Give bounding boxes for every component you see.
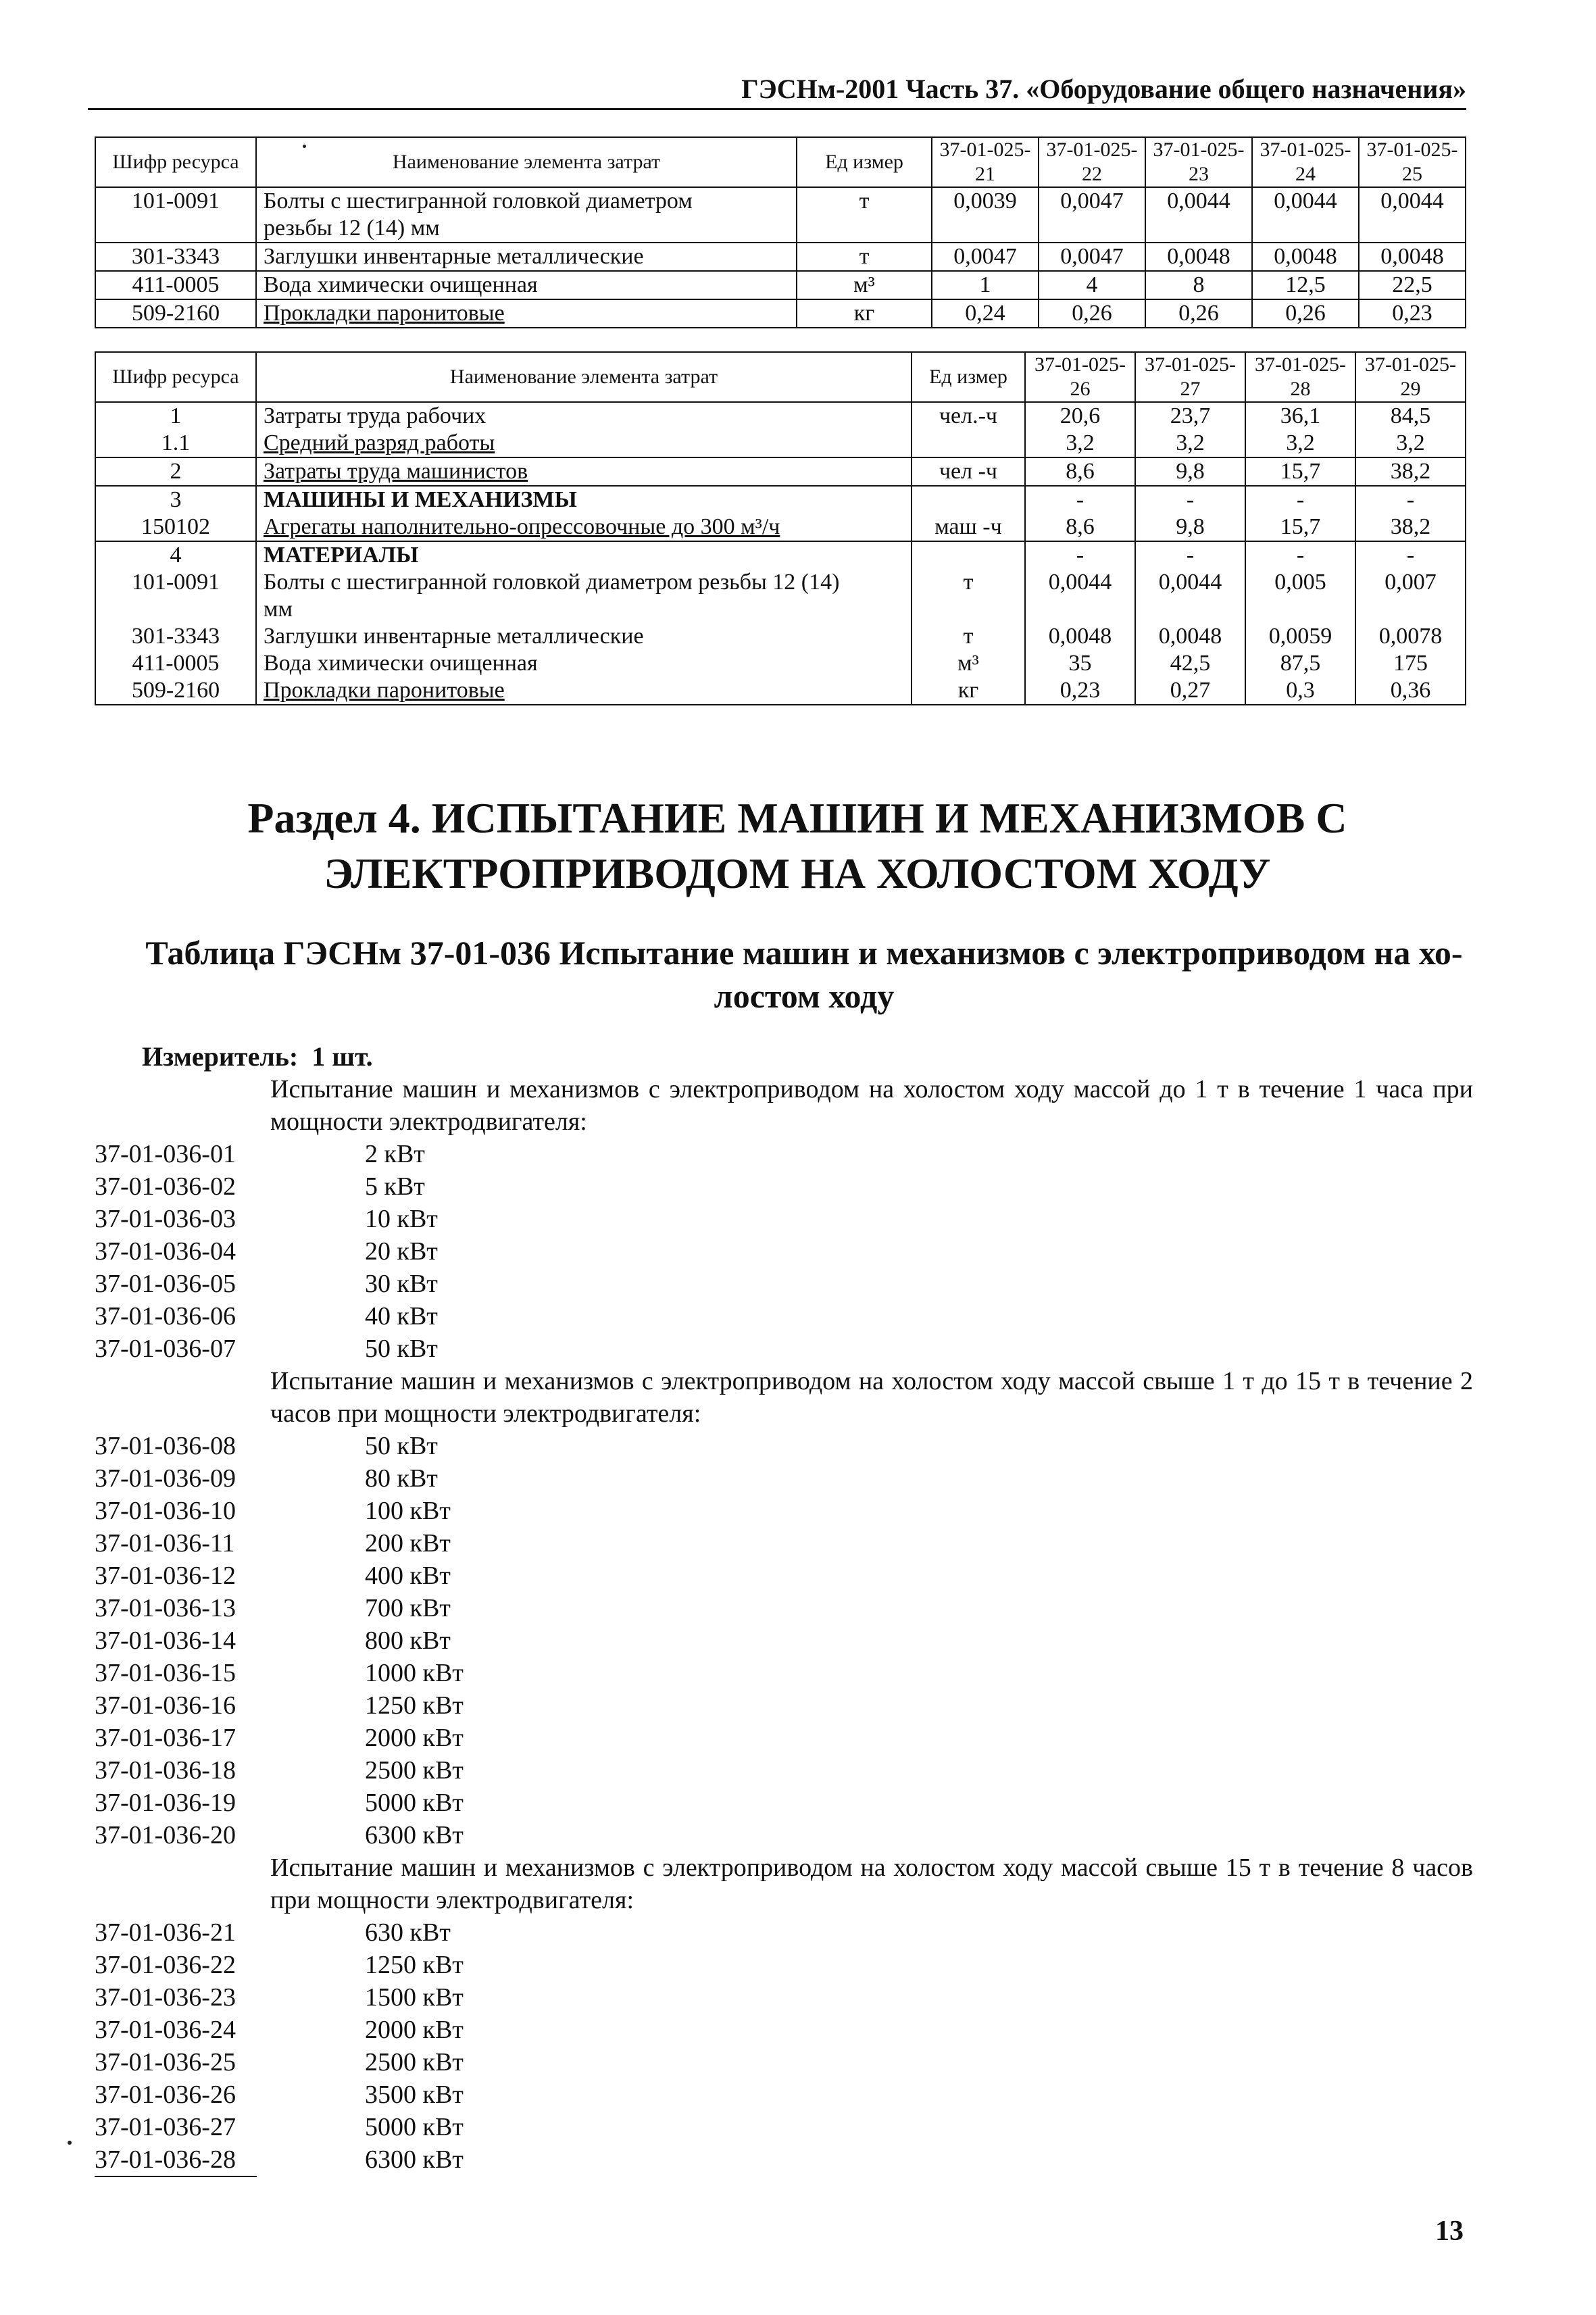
- table-cell: 0,23: [1359, 299, 1466, 328]
- table-cell: м³: [797, 271, 932, 299]
- entry-value: 5000 кВт: [365, 2113, 464, 2141]
- table-cell: 0,0048: [1145, 243, 1252, 271]
- norm-entry: [95, 1624, 1473, 1657]
- table-cell: Средний разряд работы: [256, 430, 912, 457]
- table-cell: 3: [95, 486, 256, 514]
- table-cell: 0,0039: [932, 187, 1039, 215]
- table-cell: [1039, 215, 1145, 243]
- header-code: Шифр ресурса: [95, 137, 256, 187]
- table-cell: 35: [1025, 650, 1135, 677]
- table-row: [95, 187, 1466, 215]
- entry-code: 37-01-036-09: [95, 1464, 236, 1493]
- table-cell: 20,6: [1025, 402, 1135, 430]
- entry-value: 1500 кВт: [365, 1983, 464, 2012]
- header-unit: Ед измер: [797, 137, 932, 187]
- entry-code: 37-01-036-03: [95, 1205, 236, 1233]
- measure-label: Измеритель:: [142, 1041, 299, 1072]
- table-cell: т: [912, 623, 1025, 650]
- header-col: 37-01-025-25: [1359, 137, 1466, 187]
- table-cell: 301-3343: [95, 623, 256, 650]
- header-col: 37-01-025-22: [1039, 137, 1145, 187]
- table-cell: 0,26: [1039, 299, 1145, 328]
- entry-value: 30 кВт: [365, 1270, 438, 1298]
- norm-entry: [95, 2111, 1473, 2143]
- table-cell: Вода химически очищенная: [256, 271, 797, 299]
- header-unit: Ед измер: [912, 352, 1025, 402]
- entry-code: 37-01-036-18: [95, 1756, 236, 1785]
- entry-value: 400 кВт: [365, 1562, 451, 1590]
- table-cell: 38,2: [1355, 457, 1466, 486]
- speck: [68, 2141, 72, 2145]
- table-cell: 3,2: [1135, 430, 1245, 457]
- entry-value: 10 кВт: [365, 1205, 438, 1233]
- header-col: 37-01-025-24: [1252, 137, 1359, 187]
- table-cell: МАТЕРИАЛЫ: [256, 541, 912, 569]
- table-cell: 8: [1145, 271, 1252, 299]
- table-cell: МАШИНЫ И МЕХАНИЗМЫ: [256, 486, 912, 514]
- table-cell: 1.1: [95, 430, 256, 457]
- table-cell: -: [1355, 486, 1466, 514]
- norm-entry: [95, 1819, 1473, 1851]
- norm-entry: [95, 2078, 1473, 2111]
- table-row: [95, 650, 1466, 677]
- table-cell: 1: [95, 402, 256, 430]
- header-col: 37-01-025-27: [1135, 352, 1245, 402]
- table-cell: 0,36: [1355, 677, 1466, 705]
- table-row: [95, 215, 1466, 243]
- table-cell: 0,0044: [1135, 569, 1245, 596]
- table-cell: 0,0044: [1025, 569, 1135, 596]
- table-cell: кг: [797, 299, 932, 328]
- table-row: [95, 514, 1466, 541]
- norm-entry: [95, 1203, 1473, 1235]
- table-cell: 0,005: [1245, 569, 1355, 596]
- table-cell: 3,2: [1245, 430, 1355, 457]
- norm-entry: [95, 2143, 1473, 2176]
- table-cell: 0,0044: [1252, 187, 1359, 215]
- entry-code: 37-01-036-23: [95, 1983, 236, 2012]
- table-cell: 0,27: [1135, 677, 1245, 705]
- norm-entry: [95, 2046, 1473, 2078]
- table-cell: [912, 430, 1025, 457]
- table-title-line: лостом ходу: [714, 977, 895, 1015]
- entry-value: 2500 кВт: [365, 2048, 464, 2076]
- table-cell: Прокладки паронитовые: [256, 677, 912, 705]
- table-cell: т: [912, 569, 1025, 596]
- table-cell: т: [797, 243, 932, 271]
- table-header-row: [95, 352, 1466, 402]
- header-code: Шифр ресурса: [95, 352, 256, 402]
- table-cell: маш -ч: [912, 514, 1025, 541]
- table-cell: -: [1135, 541, 1245, 569]
- table-cell: 12,5: [1252, 271, 1359, 299]
- norm-entry: [95, 2014, 1473, 2046]
- table-cell: 4: [95, 541, 256, 569]
- table-cell: 2: [95, 457, 256, 486]
- entry-code: 37-01-036-16: [95, 1691, 236, 1720]
- entry-code: 37-01-036-10: [95, 1497, 236, 1525]
- entry-code: 37-01-036-26: [95, 2081, 236, 2109]
- norm-entry: [95, 1560, 1473, 1592]
- norm-entry: [95, 1787, 1473, 1819]
- table-cell: 0,0044: [1145, 187, 1252, 215]
- table-cell: 0,0047: [1039, 187, 1145, 215]
- table-cell: [1025, 596, 1135, 623]
- norm-entry: [95, 1689, 1473, 1722]
- table-cell: 0,23: [1025, 677, 1135, 705]
- group-description: Испытание машин и механизмов с электроприводом на холостом ходу массой свыше 1 т до 15 т в течение 2 часов при мощности электродвигателя:: [270, 1367, 1473, 1428]
- entry-value: 20 кВт: [365, 1237, 438, 1266]
- table-cell: Затраты труда рабочих: [256, 402, 912, 430]
- table-cell: 15,7: [1245, 514, 1355, 541]
- table-row: [95, 541, 1466, 569]
- norm-entry: [95, 1170, 1473, 1203]
- table-cell: 38,2: [1355, 514, 1466, 541]
- table-cell: 0,26: [1252, 299, 1359, 328]
- table-cell: 0,0047: [932, 243, 1039, 271]
- entry-code: 37-01-036-04: [95, 1237, 236, 1266]
- table-cell: [1355, 596, 1466, 623]
- table-cell: Болты с шестигранной головкой диаметром: [256, 187, 797, 215]
- table-cell: 101-0091: [95, 569, 256, 596]
- entry-value: 5000 кВт: [365, 1789, 464, 1817]
- norm-entry: [95, 1333, 1473, 1365]
- entry-value: 3500 кВт: [365, 2081, 464, 2109]
- table-cell: [797, 215, 932, 243]
- table-cell: [912, 486, 1025, 514]
- section-title-line: Раздел 4. ИСПЫТАНИЕ МАШИН И МЕХАНИЗМОВ С: [247, 794, 1347, 842]
- entry-value: 6300 кВт: [365, 2145, 464, 2174]
- table-cell: 411-0005: [95, 650, 256, 677]
- table-row: [95, 430, 1466, 457]
- table-cell: 22,5: [1359, 271, 1466, 299]
- table-cell: 1: [932, 271, 1039, 299]
- table-cell: 101-0091: [95, 187, 256, 215]
- table-cell: [1145, 215, 1252, 243]
- table-row: [95, 596, 1466, 623]
- table-cell: 0,0044: [1359, 187, 1466, 215]
- table-cell: 0,007: [1355, 569, 1466, 596]
- entry-code: 37-01-036-13: [95, 1594, 236, 1622]
- entry-code: 37-01-036-28: [95, 2145, 236, 2174]
- table-cell: -: [1025, 486, 1135, 514]
- table-cell: 0,0059: [1245, 623, 1355, 650]
- norm-entry: [95, 1268, 1473, 1300]
- entry-value: 6300 кВт: [365, 1821, 464, 1849]
- table-row: [95, 677, 1466, 705]
- table-cell: [95, 596, 256, 623]
- table-row: [95, 271, 1466, 299]
- entry-code: 37-01-036-08: [95, 1432, 236, 1460]
- norm-entry: [95, 1462, 1473, 1495]
- table-cell: -: [1025, 541, 1135, 569]
- norm-entry: [95, 1430, 1473, 1462]
- entry-code: 37-01-036-20: [95, 1821, 236, 1849]
- entry-value: 80 кВт: [365, 1464, 438, 1493]
- table-cell: 509-2160: [95, 677, 256, 705]
- entry-code: 37-01-036-05: [95, 1270, 236, 1298]
- entry-code: 37-01-036-07: [95, 1335, 236, 1363]
- header-col: 37-01-025-23: [1145, 137, 1252, 187]
- entry-code: 37-01-036-25: [95, 2048, 236, 2076]
- table-cell: 411-0005: [95, 271, 256, 299]
- entry-value: 630 кВт: [365, 1918, 451, 1947]
- table-cell: Заглушки инвентарные металлические: [256, 243, 797, 271]
- entry-value: 200 кВт: [365, 1529, 451, 1558]
- group-description: Испытание машин и механизмов с электроприводом на холостом ходу массой свыше 15 т в течение 8 часов при мощности электродвигателя:: [270, 1853, 1473, 1914]
- table-cell: Заглушки инвентарные металлические: [256, 623, 912, 650]
- entry-value: 40 кВт: [365, 1302, 438, 1330]
- entry-value: 1250 кВт: [365, 1691, 464, 1720]
- table-cell: Затраты труда машинистов: [256, 457, 912, 486]
- header-col: 37-01-025-26: [1025, 352, 1135, 402]
- table-row: [95, 457, 1466, 486]
- table-cell: м³: [912, 650, 1025, 677]
- entry-code: 37-01-036-14: [95, 1626, 236, 1655]
- table-cell: [1245, 596, 1355, 623]
- table-cell: -: [1355, 541, 1466, 569]
- table-cell: 8,6: [1025, 457, 1135, 486]
- norm-entry: [95, 1949, 1473, 1981]
- measure-line: [135, 1041, 373, 1072]
- table-row: [95, 243, 1466, 271]
- table-cell: 175: [1355, 650, 1466, 677]
- table-cell: чел -ч: [912, 457, 1025, 486]
- norm-entry: [95, 1657, 1473, 1689]
- table-row: [95, 402, 1466, 430]
- table-cell: Вода химически очищенная: [256, 650, 912, 677]
- norm-entry: [95, 1981, 1473, 2014]
- table-cell: резьбы 12 (14) мм: [256, 215, 797, 243]
- resource-table-2: [95, 351, 1466, 705]
- entry-value: 5 кВт: [365, 1172, 425, 1201]
- header-col: 37-01-025-28: [1245, 352, 1355, 402]
- running-header: ГЭСНм-2001 Часть 37. «Оборудование общего назначения»: [741, 74, 1466, 104]
- header-rule: [88, 108, 1466, 110]
- section-title-line: ЭЛЕКТРОПРИВОДОМ НА ХОЛОСТОМ ХОДУ: [324, 849, 1271, 897]
- entry-value: 50 кВт: [365, 1432, 438, 1460]
- header-name: Наименование элемента затрат: [256, 352, 912, 402]
- header-col: 37-01-025-21: [932, 137, 1039, 187]
- end-rule: [95, 2176, 257, 2177]
- entry-value: 2 кВт: [365, 1140, 425, 1168]
- entry-value: 1250 кВт: [365, 1951, 464, 1979]
- group-description: Испытание машин и механизмов с электроприводом на холостом ходу массой до 1 т в течение 1 часа при мощности электродвигателя:: [270, 1075, 1473, 1136]
- table-cell: [912, 596, 1025, 623]
- entry-code: 37-01-036-22: [95, 1951, 236, 1979]
- norm-entry: [95, 1138, 1473, 1170]
- norm-entry: [95, 1235, 1473, 1268]
- entry-code: 37-01-036-15: [95, 1659, 236, 1687]
- entry-code: 37-01-036-02: [95, 1172, 236, 1201]
- entry-code: 37-01-036-17: [95, 1724, 236, 1752]
- entry-value: 2000 кВт: [365, 1724, 464, 1752]
- table-cell: 15,7: [1245, 457, 1355, 486]
- norm-entry: [95, 1592, 1473, 1624]
- table-cell: -: [1245, 541, 1355, 569]
- table-cell: кг: [912, 677, 1025, 705]
- norm-entry: [95, 1754, 1473, 1787]
- table-cell: 301-3343: [95, 243, 256, 271]
- table-cell: мм: [256, 596, 912, 623]
- norm-entry: [95, 1527, 1473, 1560]
- entry-value: 1000 кВт: [365, 1659, 464, 1687]
- table-title-line: Таблица ГЭСНм 37-01-036 Испытание машин и механизмов с электроприводом на хо-: [145, 934, 1463, 972]
- entry-value: 800 кВт: [365, 1626, 451, 1655]
- table-cell: чел.-ч: [912, 402, 1025, 430]
- table-cell: 509-2160: [95, 299, 256, 328]
- table-cell: 0,0048: [1025, 623, 1135, 650]
- measure-value: 1 шт.: [311, 1041, 373, 1072]
- table-cell: 0,0048: [1359, 243, 1466, 271]
- table-cell: т: [797, 187, 932, 215]
- table-cell: 36,1: [1245, 402, 1355, 430]
- table-cell: -: [1245, 486, 1355, 514]
- table-cell: 9,8: [1135, 514, 1245, 541]
- entry-code: 37-01-036-12: [95, 1562, 236, 1590]
- table-row: [95, 299, 1466, 328]
- table-cell: 0,24: [932, 299, 1039, 328]
- table-cell: 0,0048: [1135, 623, 1245, 650]
- table-cell: [1359, 215, 1466, 243]
- entry-code: 37-01-036-11: [95, 1529, 235, 1558]
- table-cell: 84,5: [1355, 402, 1466, 430]
- header-col: 37-01-025-29: [1355, 352, 1466, 402]
- norm-entry: [95, 1495, 1473, 1527]
- table-cell: [932, 215, 1039, 243]
- table-cell: 3,2: [1355, 430, 1466, 457]
- table-cell: 0,0047: [1039, 243, 1145, 271]
- table-row: [95, 486, 1466, 514]
- table-cell: 0,26: [1145, 299, 1252, 328]
- table-cell: [1252, 215, 1359, 243]
- table-row: [95, 569, 1466, 596]
- table-cell: 0,3: [1245, 677, 1355, 705]
- section-title: [88, 791, 1507, 901]
- entry-value: 100 кВт: [365, 1497, 451, 1525]
- entry-value: 50 кВт: [365, 1335, 438, 1363]
- norm-entry: [95, 1300, 1473, 1333]
- page-number: 13: [1435, 2216, 1464, 2247]
- table-cell: Болты с шестигранной головкой диаметром резьбы 12 (14): [256, 569, 912, 596]
- entry-code: 37-01-036-19: [95, 1789, 236, 1817]
- entry-code: 37-01-036-24: [95, 2016, 236, 2044]
- entry-value: 2000 кВт: [365, 2016, 464, 2044]
- table-title: [101, 931, 1507, 1018]
- norm-entry: [95, 1722, 1473, 1754]
- entry-value: 700 кВт: [365, 1594, 451, 1622]
- entry-code: 37-01-036-01: [95, 1140, 236, 1168]
- table-cell: 3,2: [1025, 430, 1135, 457]
- table-cell: 8,6: [1025, 514, 1135, 541]
- header-name: Наименование элемента затрат: [256, 137, 797, 187]
- entry-code: 37-01-036-27: [95, 2113, 236, 2141]
- table-cell: Агрегаты наполнительно-опрессовочные до 300 м³/ч: [256, 514, 912, 541]
- table-cell: 4: [1039, 271, 1145, 299]
- entry-code: 37-01-036-21: [95, 1918, 236, 1947]
- table-cell: 9,8: [1135, 457, 1245, 486]
- resource-table-1: [95, 136, 1466, 328]
- entry-value: 2500 кВт: [365, 1756, 464, 1785]
- table-cell: 87,5: [1245, 650, 1355, 677]
- table-cell: [912, 541, 1025, 569]
- table-cell: [95, 215, 256, 243]
- table-cell: 0,0048: [1252, 243, 1359, 271]
- table-cell: 150102: [95, 514, 256, 541]
- table-cell: 23,7: [1135, 402, 1245, 430]
- table-row: [95, 623, 1466, 650]
- entry-code: 37-01-036-06: [95, 1302, 236, 1330]
- table-cell: 0,0078: [1355, 623, 1466, 650]
- table-cell: 42,5: [1135, 650, 1245, 677]
- table-header-row: [95, 137, 1466, 187]
- table-cell: Прокладки паронитовые: [256, 299, 797, 328]
- norm-entries: [95, 1073, 1473, 2177]
- norm-entry: [95, 1916, 1473, 1949]
- table-cell: -: [1135, 486, 1245, 514]
- table-cell: [1135, 596, 1245, 623]
